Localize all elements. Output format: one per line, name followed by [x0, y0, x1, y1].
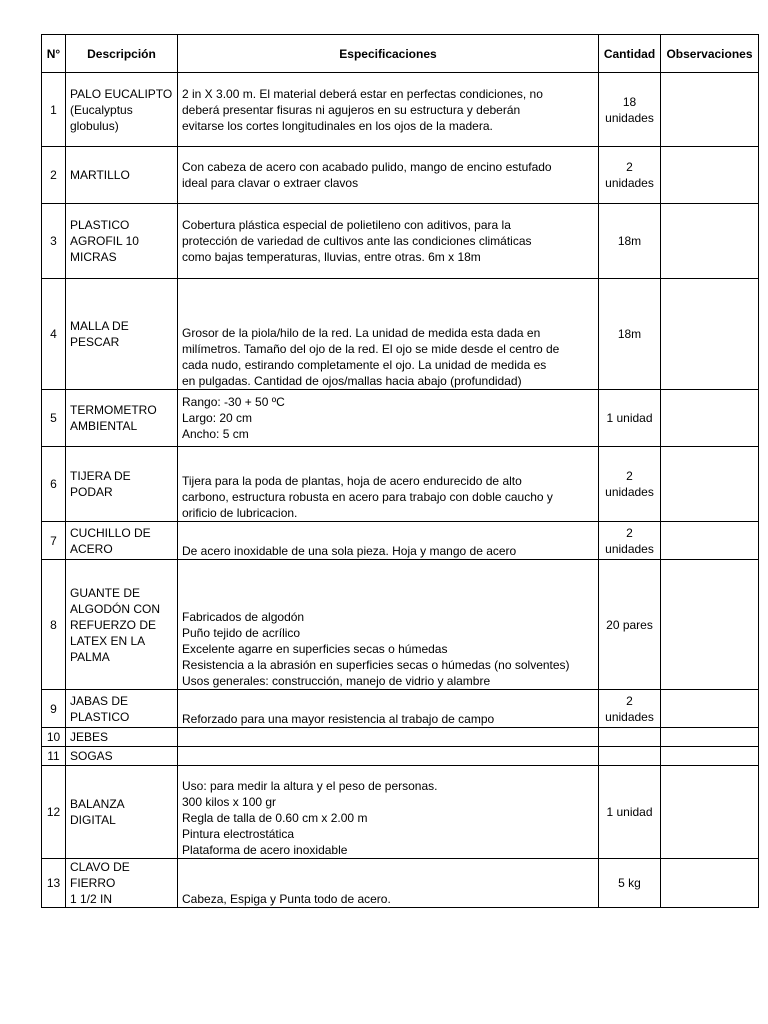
row-observaciones — [661, 73, 759, 147]
row-cantidad: 18m — [599, 204, 661, 279]
header-descripcion: Descripción — [66, 35, 178, 73]
row-cantidad: 2 unidades — [599, 522, 661, 560]
row-cantidad: 1 unidad — [599, 766, 661, 859]
row-especificaciones: Uso: para medir la altura y el peso de personas. 300 kilos x 100 gr Regla de talla de 0.60 cm x 2.00 m Pintura electrostática Plataforma de acero inoxidable — [178, 766, 599, 859]
row-observaciones — [661, 747, 759, 766]
table-row — [42, 447, 759, 522]
table-row — [42, 279, 759, 390]
row-especificaciones: Cobertura plástica especial de polietileno con aditivos, para la protección de variedad de cultivos ante las condiciones climáticas como bajas temperaturas, lluvias, entre otras. 6m x 18m — [178, 204, 599, 279]
table-row — [42, 73, 759, 147]
row-num: 3 — [42, 204, 66, 279]
row-observaciones — [661, 522, 759, 560]
row-num: 12 — [42, 766, 66, 859]
row-especificaciones — [178, 747, 599, 766]
row-num: 9 — [42, 690, 66, 728]
row-cantidad: 5 kg — [599, 859, 661, 908]
table-row — [42, 859, 759, 908]
row-num: 2 — [42, 147, 66, 204]
row-descripcion: CUCHILLO DE ACERO — [66, 522, 178, 560]
row-especificaciones: Cabeza, Espiga y Punta todo de acero. — [178, 859, 599, 908]
row-descripcion: PLASTICO AGROFIL 10 MICRAS — [66, 204, 178, 279]
row-observaciones — [661, 728, 759, 747]
row-cantidad — [599, 747, 661, 766]
row-descripcion: TIJERA DE PODAR — [66, 447, 178, 522]
row-cantidad: 18 unidades — [599, 73, 661, 147]
row-observaciones — [661, 690, 759, 728]
header-num: N° — [42, 35, 66, 73]
row-observaciones — [661, 560, 759, 690]
table-row — [42, 747, 759, 766]
row-cantidad: 2 unidades — [599, 447, 661, 522]
row-descripcion: JEBES — [66, 728, 178, 747]
row-num: 1 — [42, 73, 66, 147]
specifications-table — [41, 34, 759, 908]
row-especificaciones: Rango: -30 + 50 ºC Largo: 20 cm Ancho: 5 cm — [178, 390, 599, 447]
header-cantidad: Cantidad — [599, 35, 661, 73]
row-num: 11 — [42, 747, 66, 766]
row-num: 5 — [42, 390, 66, 447]
row-descripcion: CLAVO DE FIERRO 1 1/2 IN — [66, 859, 178, 908]
row-descripcion: SOGAS — [66, 747, 178, 766]
row-cantidad: 20 pares — [599, 560, 661, 690]
row-cantidad — [599, 728, 661, 747]
row-observaciones — [661, 766, 759, 859]
row-especificaciones: Tijera para la poda de plantas, hoja de acero endurecido de alto carbono, estructura robusta en acero para trabajo con doble caucho y orificio de lubricacion. — [178, 447, 599, 522]
row-cantidad: 18m — [599, 279, 661, 390]
row-especificaciones: 2 in X 3.00 m. El material deberá estar en perfectas condiciones, no deberá presentar fisuras ni agujeros en su estructura y deberán evitarse los cortes longitudinales en los ojos de la madera. — [178, 73, 599, 147]
row-observaciones — [661, 147, 759, 204]
table-row — [42, 147, 759, 204]
row-observaciones — [661, 204, 759, 279]
table-row — [42, 204, 759, 279]
row-descripcion: JABAS DE PLASTICO — [66, 690, 178, 728]
row-especificaciones: Reforzado para una mayor resistencia al trabajo de campo — [178, 690, 599, 728]
row-descripcion: MARTILLO — [66, 147, 178, 204]
header-observaciones: Observaciones — [661, 35, 759, 73]
row-descripcion: BALANZA DIGITAL — [66, 766, 178, 859]
table-row — [42, 522, 759, 560]
row-observaciones — [661, 447, 759, 522]
header-especificaciones: Especificaciones — [178, 35, 599, 73]
table-row — [42, 560, 759, 690]
row-especificaciones: De acero inoxidable de una sola pieza. Hoja y mango de acero — [178, 522, 599, 560]
row-cantidad: 2 unidades — [599, 147, 661, 204]
row-num: 8 — [42, 560, 66, 690]
row-especificaciones: Con cabeza de acero con acabado pulido, mango de encino estufado ideal para clavar o extraer clavos — [178, 147, 599, 204]
row-num: 13 — [42, 859, 66, 908]
header-row — [42, 35, 759, 73]
table-row — [42, 390, 759, 447]
table-row — [42, 728, 759, 747]
table-row — [42, 766, 759, 859]
row-especificaciones — [178, 728, 599, 747]
row-num: 7 — [42, 522, 66, 560]
row-observaciones — [661, 859, 759, 908]
row-num: 10 — [42, 728, 66, 747]
row-descripcion: GUANTE DE ALGODÓN CON REFUERZO DE LATEX EN LA PALMA — [66, 560, 178, 690]
row-especificaciones: Grosor de la piola/hilo de la red. La unidad de medida esta dada en milímetros. Tamaño del ojo de la red. El ojo se mide desde el centro de cada nudo, estirando completamente el ojo. La unidad de medida es en pulgadas. Cantidad de ojos/mallas hacia abajo (profundidad) — [178, 279, 599, 390]
row-descripcion: MALLA DE PESCAR — [66, 279, 178, 390]
row-descripcion: PALO EUCALIPTO (Eucalyptus globulus) — [66, 73, 178, 147]
row-descripcion: TERMOMETRO AMBIENTAL — [66, 390, 178, 447]
row-num: 4 — [42, 279, 66, 390]
row-observaciones — [661, 279, 759, 390]
row-observaciones — [661, 390, 759, 447]
row-num: 6 — [42, 447, 66, 522]
row-especificaciones: Fabricados de algodón Puño tejido de acrílico Excelente agarre en superficies secas o húmedas Resistencia a la abrasión en superficies secas o húmedas (no solventes) Usos generales: construcción, manejo de vidrio y alambre — [178, 560, 599, 690]
table-row — [42, 690, 759, 728]
row-cantidad: 1 unidad — [599, 390, 661, 447]
row-cantidad: 2 unidades — [599, 690, 661, 728]
